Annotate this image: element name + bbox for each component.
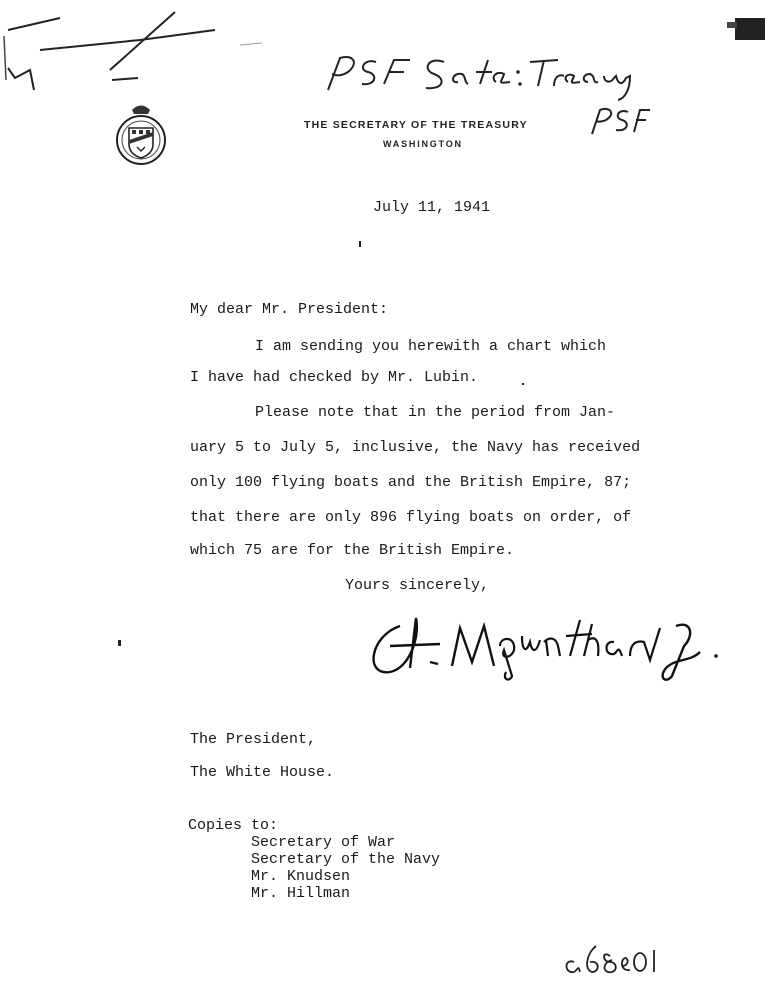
addressee-line: The President, — [190, 731, 317, 748]
copy-recipient: Mr. Hillman — [251, 885, 351, 902]
scan-speck — [359, 241, 361, 247]
paragraph-line: I am sending you herewith a chart which — [255, 338, 607, 355]
archive-number — [562, 940, 662, 980]
paragraph-line: which 75 are for the British Empire. — [190, 542, 515, 559]
handwritten-note-right — [586, 104, 652, 140]
salutation: My dear Mr. President: — [190, 301, 389, 318]
addressee-line: The White House. — [190, 764, 335, 781]
letterhead-city: WASHINGTON — [383, 139, 463, 149]
copies-heading: Copies to: — [188, 817, 279, 834]
handwritten-note-top — [318, 48, 648, 108]
letter-date: July 11, 1941 — [373, 199, 491, 216]
scan-speck — [522, 383, 524, 385]
signature — [360, 606, 730, 686]
paragraph-line: that there are only 896 flying boats on order, of — [190, 509, 632, 526]
scan-speck — [118, 640, 121, 646]
letterhead-title: THE SECRETARY OF THE TREASURY — [304, 119, 528, 131]
closing: Yours sincerely, — [345, 577, 490, 594]
corner-blot — [727, 16, 765, 42]
copy-recipient: Secretary of War — [251, 834, 396, 851]
copy-recipient: Mr. Knudsen — [251, 868, 351, 885]
paragraph-line: Please note that in the period from Jan- — [255, 404, 616, 421]
treasury-seal — [110, 102, 172, 168]
paragraph-line: only 100 flying boats and the British Empire, 87; — [190, 474, 632, 491]
copy-recipient: Secretary of the Navy — [251, 851, 441, 868]
paragraph-line: I have had checked by Mr. Lubin. — [190, 369, 479, 386]
paragraph-line: uary 5 to July 5, inclusive, the Navy has received — [190, 439, 641, 456]
